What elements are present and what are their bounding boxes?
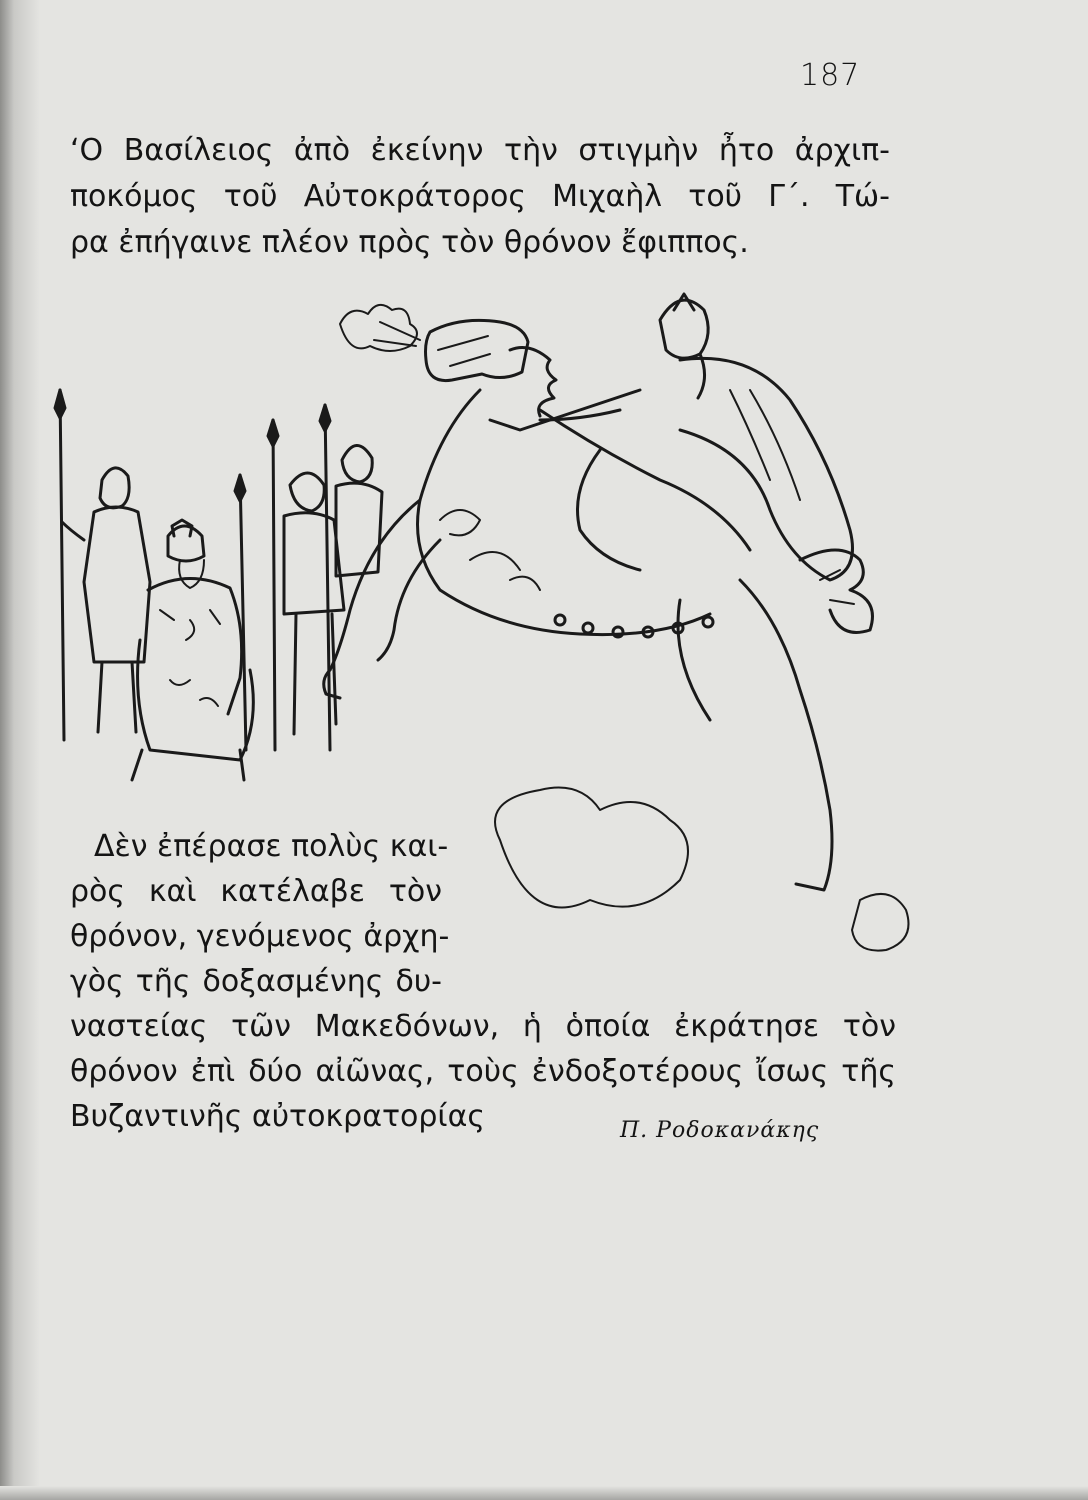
author-signature: Π. Ροδοκανάκης	[620, 1118, 820, 1143]
spear-icon	[55, 390, 65, 740]
intro-paragraph	[70, 128, 890, 266]
horse-figure	[324, 320, 873, 890]
body-line: Βυζαντινῆς αὐτοκρατορίας	[70, 1099, 485, 1134]
body-line: ρὸς καὶ κατέλαβε τὸν	[70, 874, 442, 909]
intro-line: ‘Ο Βασίλειος ἀπὸ ἐκείνην τὴν στιγμὴν ἦτο ἀρχιπ-	[70, 133, 890, 168]
guard-figure	[336, 445, 382, 576]
seated-emperor-figure	[132, 520, 253, 780]
intro-line: ρα ἐπήγαινε πλέον πρὸς τὸν θρόνον ἔφιππος.	[70, 225, 749, 260]
spear-icon	[320, 405, 330, 750]
body-line: θρόνον, γενόμενος ἀρχη-	[70, 919, 450, 954]
intro-line: ποκόμος τοῦ Αὐτοκράτορος Μιχαὴλ τοῦ Γ΄. Τώ-	[70, 179, 890, 214]
body-line: γὸς τῆς δοξασμένης δυ-	[70, 964, 442, 999]
body-paragraph-wrapped	[70, 824, 450, 1004]
dust-cloud	[495, 788, 909, 951]
rider-figure	[490, 294, 853, 580]
spear-icon	[268, 420, 278, 750]
body-line: θρόνον ἐπὶ δύο αἰῶνας, τοὺς ἐνδοξοτέρους ἴσως τῆς	[70, 1054, 896, 1089]
body-line: Δὲν ἐπέρασε πολὺς και-	[94, 829, 449, 864]
book-spine-shadow	[0, 0, 40, 1500]
page-number: 187	[800, 58, 861, 93]
page-bottom-edge	[0, 1486, 1088, 1500]
body-line: ναστείας τῶν Μακεδόνων, ἡ ὁποία ἐκράτησε τὸν	[70, 1009, 896, 1044]
